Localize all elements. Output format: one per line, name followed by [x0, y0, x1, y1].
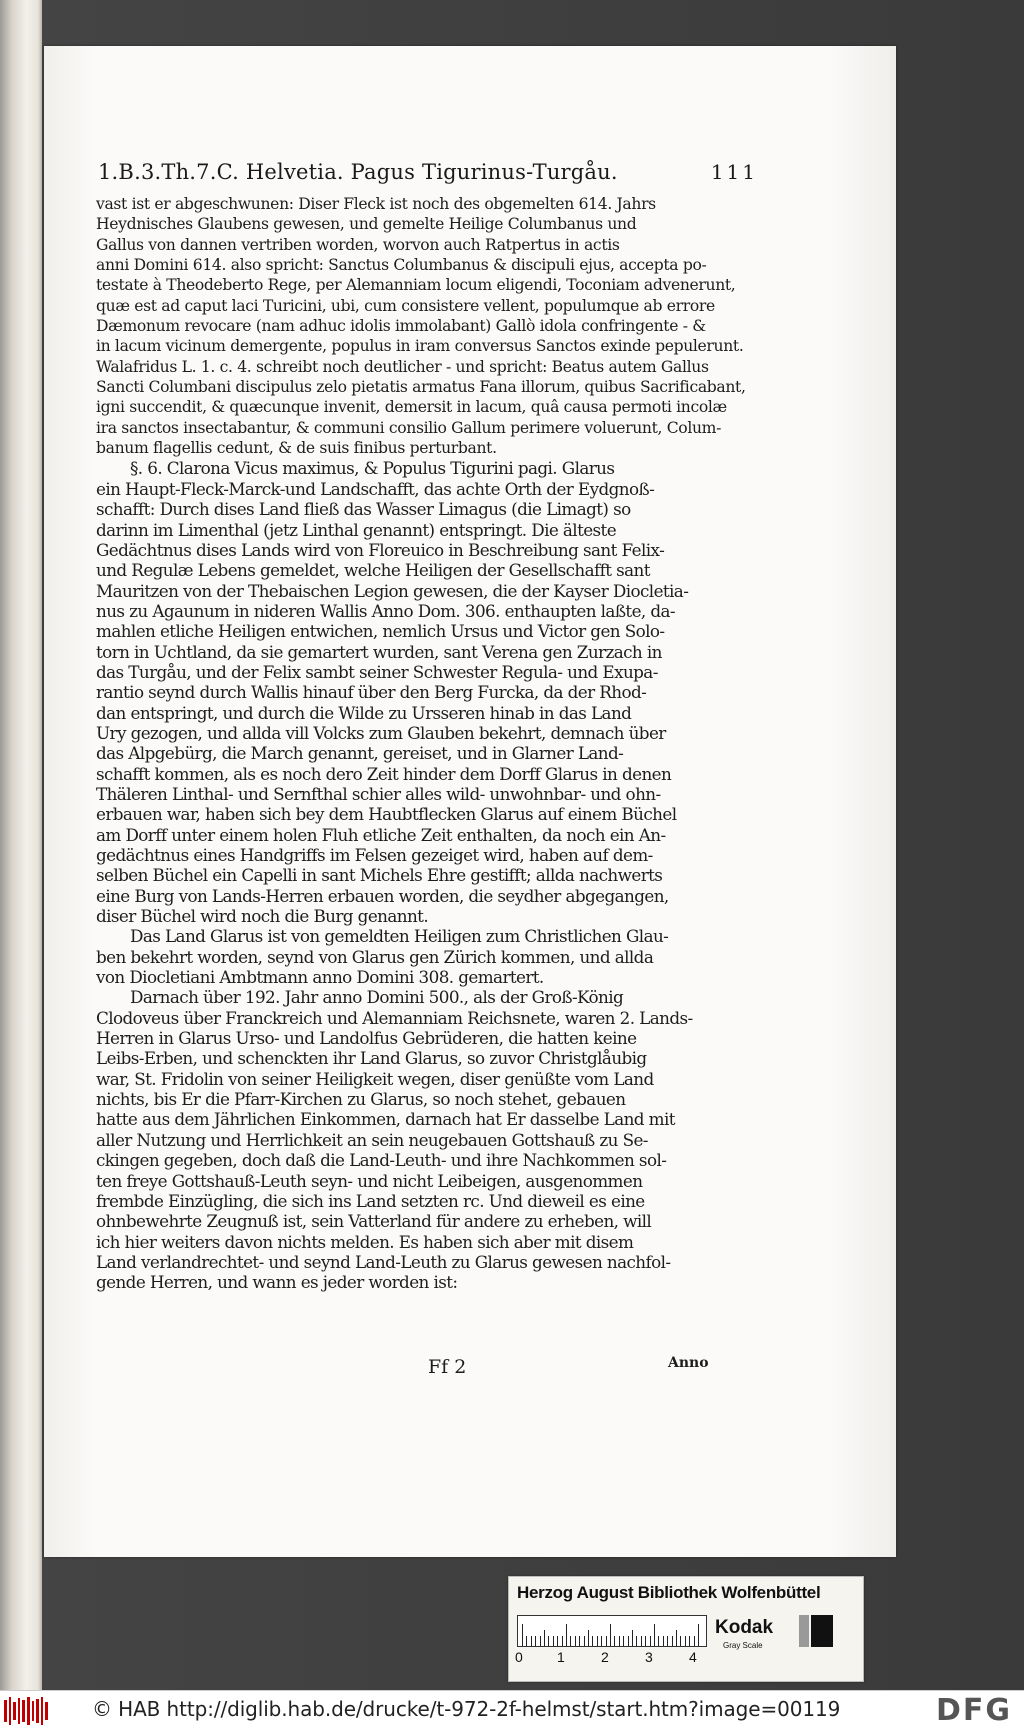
- text-line: anni Domini 614. also spricht: Sanctus Columbanus & discipuli ejus, accepta po-: [96, 256, 707, 275]
- kodak-logo: Kodak: [715, 1617, 774, 1638]
- text-line: aller Nutzung und Herrlichkeit an sein neugebauen Gottshauß zu Se-: [96, 1129, 648, 1150]
- text-line: Das Land Glarus ist von gemeldten Heiligen zum Christlichen Glau-: [130, 926, 669, 947]
- text-line: ira sanctos insectabantur, & communi consilio Gallum perimere voluerunt, Colum-: [96, 418, 722, 437]
- text-line: diser Büchel wird noch die Burg genannt.: [96, 906, 429, 927]
- ruler-tick: [531, 1636, 532, 1646]
- ruler-tick: [623, 1636, 624, 1646]
- ruler-tick: [676, 1630, 677, 1646]
- text-line: Herren in Glarus Urso- und Landolfus Gebrüderen, die hatten keine: [96, 1028, 637, 1049]
- black-patch: [811, 1615, 833, 1647]
- ruler-tick: [614, 1636, 615, 1646]
- text-line: hatte aus dem Jährlichen Einkommen, darnach hat Er dasselbe Land mit: [96, 1109, 675, 1130]
- text-line: Gedächtnus dises Lands wird von Floreuico in Beschreibung sant Felix-: [96, 539, 665, 560]
- text-line: Sancti Columbani discipulus zelo pietatis armatus Fana illorum, quibus Sacrificabant,: [96, 378, 746, 397]
- text-line: nus zu Agaunum in nideren Wallis Anno Dom. 306. enthaupten laßte, da-: [96, 600, 675, 621]
- text-line: ein Haupt-Fleck-Marck-und Landschafft, das achte Orth der Eydgnoß-: [96, 478, 655, 499]
- ruler-tick: [575, 1636, 576, 1646]
- text-line: torn in Uchtland, da sie gemartert wurden, sant Verena gen Zurzach in: [96, 641, 662, 662]
- gray-patch: [799, 1615, 809, 1647]
- dfg-logo: DFG: [936, 1693, 1013, 1728]
- text-line: Clodoveus über Franckreich und Alemanniam Reichsnete, waren 2. Lands-: [96, 1007, 693, 1028]
- catchword: Anno: [668, 1355, 709, 1371]
- footer-url-link[interactable]: © HAB http://diglib.hab.de/drucke/t-972-2f-helmst/start.htm?image=00119: [92, 1697, 841, 1721]
- text-line: mahlen etliche Heiligen entwichen, nemlich Ursus und Victor gen Solo-: [96, 621, 665, 642]
- scale-number: 2: [601, 1649, 609, 1665]
- scale-number: 0: [515, 1649, 523, 1665]
- footer-bar: [0, 1690, 1024, 1731]
- ruler-tick: [562, 1636, 563, 1646]
- ruler-tick: [641, 1636, 642, 1646]
- ruler-tick: [579, 1636, 580, 1646]
- ruler-tick: [548, 1636, 549, 1646]
- ruler-tick: [597, 1636, 598, 1646]
- text-line: ckingen gegeben, doch daß die Land-Leuth- und ihre Nachkommen sol-: [96, 1150, 667, 1171]
- ruler-tick: [654, 1624, 655, 1646]
- scale-numbers: [515, 1649, 715, 1669]
- text-line: gedächtnus eines Handgriffs im Felsen gezeiget wird, haben auf dem-: [96, 845, 653, 865]
- signature-mark: Ff 2: [428, 1356, 467, 1378]
- ruler-tick: [667, 1636, 668, 1646]
- text-line: vast ist er abgeschwunen: Diser Fleck ist noch des obgemelten 614. Jahrs: [96, 195, 656, 213]
- ruler-tick: [663, 1636, 664, 1646]
- ruler-tick: [645, 1636, 646, 1646]
- text-line: ich hier weiters davon nichts melden. Es haben sich aber mit disem: [96, 1231, 634, 1252]
- book-spine-edge: [0, 0, 42, 1690]
- ruler-tick: [636, 1636, 637, 1646]
- scale-number: 1: [557, 1649, 565, 1665]
- kodak-gray-scale-label: Gray Scale: [723, 1641, 763, 1650]
- ruler-tick: [544, 1630, 545, 1646]
- ruler-tick: [610, 1624, 611, 1646]
- ruler-tick: [619, 1636, 620, 1646]
- ruler-tick: [588, 1630, 589, 1646]
- ruler-tick: [694, 1636, 695, 1646]
- text-line: darinn im Limenthal (jetz Linthal genannt) entspringt. Die älteste: [96, 519, 617, 540]
- text-line: Leibs-Erben, und schenckten ihr Land Glarus, so zuvor Christglåubig: [96, 1048, 647, 1069]
- text-line: gende Herren, und wann es jeder worden ist:: [96, 1272, 458, 1293]
- text-line: eine Burg von Lands-Herren erbauen worden, die seydher abgegangen,: [96, 885, 669, 906]
- text-line: Thäleren Linthal- und Sernfthal schier alles wild- unwohnbar- und ohn-: [96, 783, 661, 804]
- ruler-tick: [650, 1636, 651, 1646]
- running-header: [98, 160, 758, 194]
- ruler-tick: [601, 1636, 602, 1646]
- ruler-tick: [606, 1636, 607, 1646]
- ruler-tick: [535, 1636, 536, 1646]
- text-line: rantio seynd durch Wallis hinauf über den Berg Furcka, da der Rhod-: [96, 682, 647, 703]
- ruler-tick: [680, 1636, 681, 1646]
- scale-number: 4: [689, 1649, 697, 1665]
- text-line: von Diocletiani Ambtmann anno Domini 308. gemartert.: [96, 967, 544, 988]
- text-line: igni succendit, & quæcunque invenit, demersit in lacum, quâ causa permoti incolæ: [96, 398, 727, 417]
- text-block: [96, 194, 746, 1293]
- text-line: das Alpgebürg, die March genannt, gereiset, und in Glarner Land-: [96, 743, 624, 764]
- text-line: §. 6. Clarona Vicus maximus, & Populus Tigurini pagi. Glarus: [130, 458, 615, 479]
- text-line: dan entspringt, und durch die Wilde zu Ursseren hinab in das Land: [96, 702, 632, 723]
- ruler-scale: [517, 1615, 707, 1647]
- text-line: erbauen war, haben sich bey dem Haubtflecken Glarus auf einem Büchel: [96, 804, 677, 825]
- text-line: Dæmonum revocare (nam adhuc idolis immolabant) Gallò idola confringente - &: [96, 317, 706, 336]
- scale-number: 3: [645, 1649, 653, 1665]
- text-line: testate à Theodeberto Rege, per Alemanniam locum eligendi, Toconiam advenerunt,: [96, 276, 736, 295]
- text-line: ohnbewehrte Zeugnuß ist, sein Vatterland für andere zu erheben, will: [96, 1211, 652, 1232]
- text-line: banum flagellis cedunt, & de suis finibus perturbant.: [96, 439, 497, 458]
- text-line: quæ est ad caput laci Turicini, ubi, cum consistere vellent, populumque ab errore: [96, 296, 715, 315]
- ruler-tick: [557, 1636, 558, 1646]
- library-label: [508, 1576, 864, 1682]
- text-line: das Turgåu, und der Felix sambt seiner Schwester Regula- und Exupa-: [96, 661, 658, 682]
- ruler-tick: [632, 1630, 633, 1646]
- ruler-tick: [522, 1624, 523, 1646]
- text-line: Gallus von dannen vertriben worden, worvon auch Ratpertus in actis: [96, 235, 620, 254]
- ruler-tick: [584, 1636, 585, 1646]
- ruler-tick: [553, 1636, 554, 1646]
- ruler-tick: [672, 1636, 673, 1646]
- ruler-tick: [540, 1636, 541, 1646]
- ruler-tick: [698, 1624, 699, 1646]
- ruler-tick: [689, 1636, 690, 1646]
- ruler-tick: [592, 1636, 593, 1646]
- text-line: und Regulæ Lebens gemeldet, welche Heiligen der Gesellschafft sant: [96, 560, 650, 581]
- text-line: ben bekehrt worden, seynd von Glarus gen Zürich kommen, und allda: [96, 946, 654, 967]
- text-line: Walafridus L. 1. c. 4. schreibt noch deutlicher - und spricht: Beatus autem Gallus: [96, 357, 709, 376]
- text-line: Mauritzen von der Thebaischen Legion gewesen, die der Kayser Diocletia-: [96, 580, 689, 601]
- hab-logo-icon: [4, 1697, 48, 1725]
- ruler-tick: [570, 1636, 571, 1646]
- text-line: schafft: Durch dises Land fließ das Wasser Limagus (die Limagt) so: [96, 499, 631, 520]
- text-line: ten freye Gottshauß-Leuth seyn- und nicht Leibeigen, ausgenommen: [96, 1170, 643, 1191]
- text-line: schafft kommen, als es noch dero Zeit hinder dem Dorff Glarus in denen: [96, 763, 672, 784]
- ruler-tick: [526, 1636, 527, 1646]
- page-number: 111: [710, 160, 758, 184]
- text-line: war, St. Fridolin von seiner Heiligkeit wegen, diser genüßte vom Land: [96, 1068, 654, 1089]
- text-line: selben Büchel ein Capelli in sant Michels Ehre gestifft; allda nachwerts: [96, 865, 663, 886]
- ruler-tick: [566, 1624, 567, 1646]
- ruler-tick: [628, 1636, 629, 1646]
- library-name: Herzog August Bibliothek Wolfenbüttel: [517, 1583, 821, 1602]
- text-line: nichts, bis Er die Pfarr-Kirchen zu Glarus, so noch stehet, gebauen: [96, 1089, 626, 1110]
- running-header-title: 1.B.3.Th.7.C. Helvetia. Pagus Tigurinus-Turgåu.: [98, 160, 618, 184]
- text-line: in lacum vicinum demergente, populus in iram conversus Sanctos exinde pepulerunt.: [96, 337, 744, 356]
- text-line: frembde Einzügling, die sich ins Land setzten rc. Und dieweil es eine: [96, 1190, 645, 1211]
- text-line: Land verlandrechtet- und seynd Land-Leuth zu Glarus gewesen nachfol-: [96, 1251, 671, 1272]
- text-line: Heydnisches Glaubens gewesen, und gemelte Heilige Columbanus und: [96, 215, 637, 234]
- ruler-tick: [658, 1636, 659, 1646]
- text-line: am Dorff unter einem holen Fluh etliche Zeit enthalten, da noch ein An-: [96, 824, 666, 845]
- ruler-tick: [685, 1636, 686, 1646]
- text-line: Darnach über 192. Jahr anno Domini 500., als der Groß-König: [130, 987, 624, 1008]
- text-line: Ury gezogen, und allda vill Volcks zum Glauben bekehrt, demnach über: [96, 722, 666, 743]
